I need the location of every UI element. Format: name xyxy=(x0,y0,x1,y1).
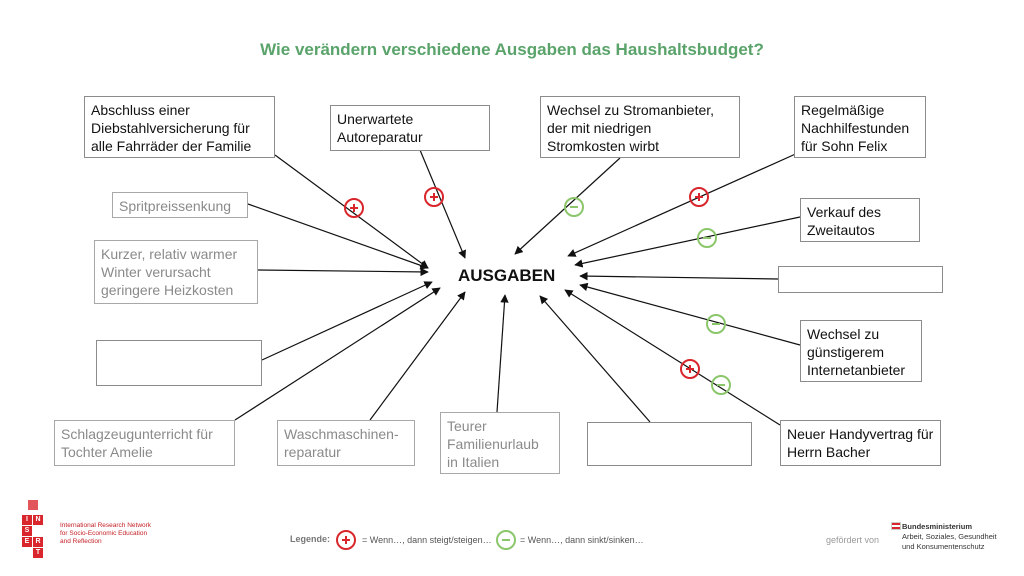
arrow-winter xyxy=(258,270,428,272)
org-name-line1: International Research Network xyxy=(60,522,152,529)
box-waschmaschinenreparatur: Waschmaschinen-reparatur xyxy=(277,420,415,466)
box-warmer-winter: Kurzer, relativ warmer Winter verursacht geringere Heizkosten xyxy=(94,240,258,304)
logo-cube-top xyxy=(28,500,38,510)
minus-sign-icon xyxy=(711,375,731,395)
box-empty-bottom xyxy=(587,422,752,466)
legend-plus-icon xyxy=(336,530,356,550)
logo-letter: E xyxy=(22,537,32,547)
logo-letter: R xyxy=(33,537,43,547)
box-nachhilfe: Regelmäßige Nachhilfestunden für Sohn Felix xyxy=(794,96,926,158)
arrow-empty-right xyxy=(580,276,778,279)
arrow-schlagzeug xyxy=(235,288,440,420)
austrian-flag-icon xyxy=(891,522,901,530)
org-name-line2: for Socio-Economic Education xyxy=(60,530,148,537)
box-empty-right xyxy=(778,266,943,293)
arrow-zweitauto xyxy=(575,217,800,265)
arrow-urlaub xyxy=(497,295,505,412)
arrow-empty-bottom xyxy=(540,296,650,422)
page-title: Wie verändern verschiedene Ausgaben das Haushaltsbudget? xyxy=(260,40,764,59)
legend-label: Legende: xyxy=(290,534,331,544)
org-name-line3: and Reflection xyxy=(60,538,102,545)
funded-by-label: gefördert von xyxy=(826,535,880,545)
logo-letter: I xyxy=(22,515,32,525)
plus-sign-icon xyxy=(689,187,709,207)
box-familienurlaub: Teurer Familienurlaub in Italien xyxy=(440,412,560,474)
arrow-nachhilfe xyxy=(568,152,800,256)
box-empty-left xyxy=(96,340,262,386)
box-zweitauto: Verkauf des Zweitautos xyxy=(800,198,920,242)
legend-minus-icon xyxy=(496,530,516,550)
logo-letter: N xyxy=(33,515,43,525)
logo-letter: S xyxy=(22,526,32,536)
legend-minus-text: = Wenn…, dann sinkt/sinken… xyxy=(520,535,644,545)
arrow-internet xyxy=(580,285,800,345)
center-label-ausgaben: AUSGABEN xyxy=(458,266,556,285)
plus-sign-icon xyxy=(680,359,700,379)
ministry-line3: und Konsumentenschutz xyxy=(902,542,985,551)
plus-sign-icon xyxy=(344,198,364,218)
ministry-line2: Arbeit, Soziales, Gesundheit xyxy=(902,532,997,541)
plus-sign-icon xyxy=(424,187,444,207)
minus-sign-icon xyxy=(697,228,717,248)
box-stromanbieter: Wechsel zu Stromanbieter, der mit niedrigen Stromkosten wirbt xyxy=(540,96,740,158)
arrow-waschmaschine xyxy=(370,292,465,420)
minus-sign-icon xyxy=(706,314,726,334)
minus-sign-icon xyxy=(564,197,584,217)
box-autoreparatur: Unerwartete Autoreparatur xyxy=(330,105,490,151)
logo-letter: T xyxy=(33,548,43,558)
box-handyvertrag: Neuer Handyvertrag für Herrn Bacher xyxy=(780,420,941,466)
box-schlagzeugunterricht: Schlagzeugunterricht für Tochter Amelie xyxy=(54,420,235,466)
arrow-sprit xyxy=(248,204,428,268)
legend-plus-text: = Wenn…, dann steigt/steigen… xyxy=(362,535,492,545)
box-internetanbieter: Wechsel zu günstigerem Internetanbieter xyxy=(800,320,922,382)
box-diebstahlversicherung: Abschluss einer Diebstahlversicherung für alle Fahrräder der Familie xyxy=(84,96,275,158)
ministry-line1: Bundesministerium xyxy=(902,522,973,531)
box-spritpreissenkung: Spritpreissenkung xyxy=(112,192,248,218)
